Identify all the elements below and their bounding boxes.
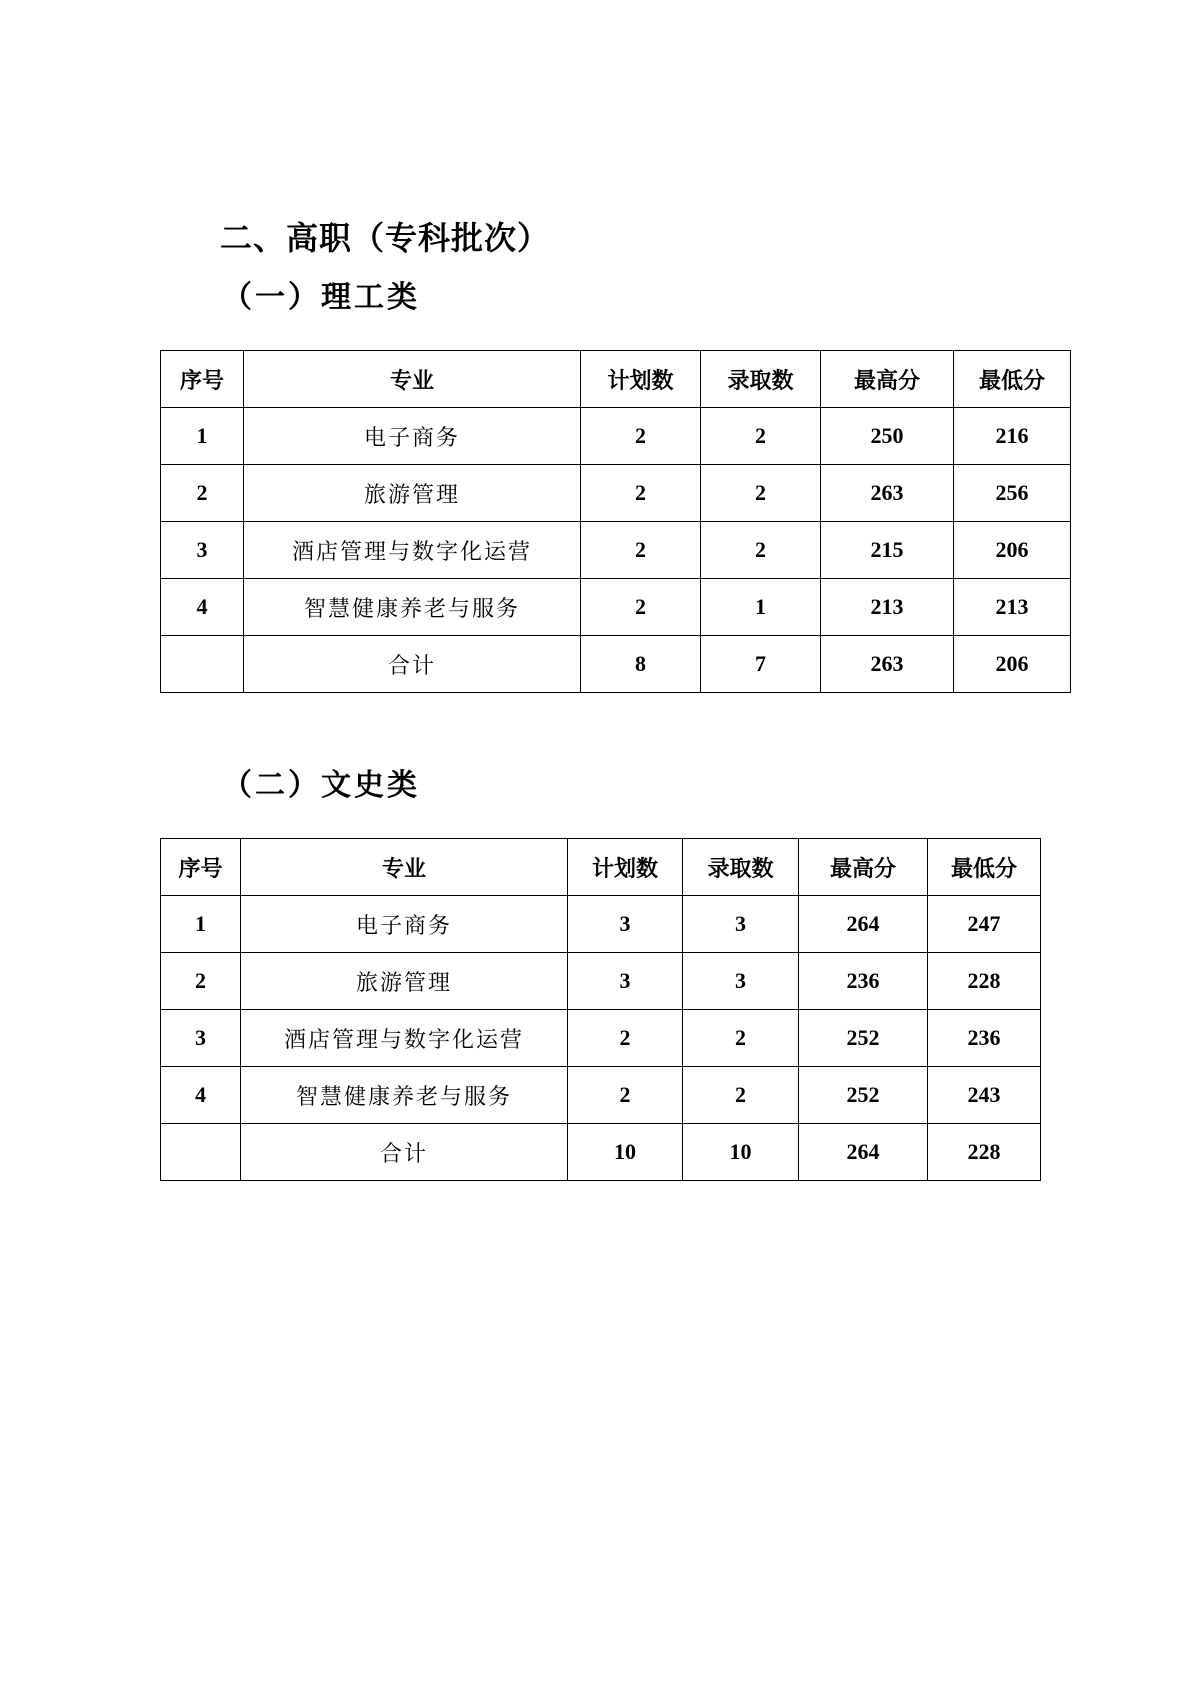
- cell-index: 4: [161, 579, 244, 636]
- subsection-title-science: （一）理工类: [222, 280, 420, 315]
- cell-index: 1: [161, 408, 244, 465]
- cell-major: 酒店管理与数字化运营: [241, 1010, 568, 1067]
- cell-min-score: 228: [928, 1124, 1041, 1181]
- cell-max-score: 252: [799, 1067, 928, 1124]
- cell-major: 智慧健康养老与服务: [241, 1067, 568, 1124]
- col-header-min-score: 最低分: [954, 351, 1071, 408]
- cell-admitted: 3: [683, 896, 799, 953]
- cell-plan: 2: [581, 579, 701, 636]
- cell-max-score: 213: [821, 579, 954, 636]
- cell-index: 2: [161, 465, 244, 522]
- col-header-major: 专业: [241, 839, 568, 896]
- col-header-plan: 计划数: [568, 839, 683, 896]
- cell-min-score: 213: [954, 579, 1071, 636]
- cell-index: 2: [161, 953, 241, 1010]
- cell-min-score: 236: [928, 1010, 1041, 1067]
- cell-max-score: 264: [799, 896, 928, 953]
- table-total-row: [161, 1124, 1041, 1181]
- cell-major: 电子商务: [241, 896, 568, 953]
- cell-major: 酒店管理与数字化运营: [244, 522, 581, 579]
- cell-max-score: 250: [821, 408, 954, 465]
- cell-index: 3: [161, 522, 244, 579]
- cell-major: 电子商务: [244, 408, 581, 465]
- cell-plan: 2: [568, 1010, 683, 1067]
- cell-admitted: 10: [683, 1124, 799, 1181]
- cell-plan: 3: [568, 953, 683, 1010]
- table-header-row: [161, 839, 1041, 896]
- cell-max-score: 263: [821, 465, 954, 522]
- cell-min-score: 247: [928, 896, 1041, 953]
- cell-admitted: 2: [701, 465, 821, 522]
- cell-total-label: 合计: [244, 636, 581, 693]
- cell-min-score: 216: [954, 408, 1071, 465]
- cell-admitted: 7: [701, 636, 821, 693]
- cell-index: [161, 1124, 241, 1181]
- cell-plan: 2: [581, 522, 701, 579]
- cell-min-score: 228: [928, 953, 1041, 1010]
- col-header-plan: 计划数: [581, 351, 701, 408]
- table-row: [161, 408, 1071, 465]
- cell-min-score: 256: [954, 465, 1071, 522]
- cell-admitted: 2: [683, 1010, 799, 1067]
- col-header-major: 专业: [244, 351, 581, 408]
- col-header-index: 序号: [161, 839, 241, 896]
- cell-total-label: 合计: [241, 1124, 568, 1181]
- cell-plan: 2: [581, 465, 701, 522]
- subsection-title-humanities: （二）文史类: [222, 768, 420, 803]
- col-header-admitted: 录取数: [701, 351, 821, 408]
- col-header-admitted: 录取数: [683, 839, 799, 896]
- cell-plan: 8: [581, 636, 701, 693]
- cell-index: [161, 636, 244, 693]
- table-row: [161, 522, 1071, 579]
- section-heading: 二、高职（专科批次）: [220, 219, 551, 257]
- table-row: [161, 896, 1041, 953]
- admission-table-science: [160, 350, 1071, 693]
- cell-max-score: 263: [821, 636, 954, 693]
- table-row: [161, 579, 1071, 636]
- cell-max-score: 264: [799, 1124, 928, 1181]
- cell-max-score: 252: [799, 1010, 928, 1067]
- cell-max-score: 215: [821, 522, 954, 579]
- cell-index: 4: [161, 1067, 241, 1124]
- cell-min-score: 206: [954, 522, 1071, 579]
- table-header-row: [161, 351, 1071, 408]
- col-header-max-score: 最高分: [799, 839, 928, 896]
- cell-min-score: 206: [954, 636, 1071, 693]
- table-row: [161, 465, 1071, 522]
- cell-admitted: 2: [701, 408, 821, 465]
- table-row: [161, 1067, 1041, 1124]
- cell-plan: 2: [581, 408, 701, 465]
- cell-admitted: 1: [701, 579, 821, 636]
- cell-admitted: 3: [683, 953, 799, 1010]
- cell-plan: 3: [568, 896, 683, 953]
- cell-admitted: 2: [683, 1067, 799, 1124]
- cell-index: 1: [161, 896, 241, 953]
- table-row: [161, 1010, 1041, 1067]
- cell-plan: 10: [568, 1124, 683, 1181]
- col-header-min-score: 最低分: [928, 839, 1041, 896]
- col-header-max-score: 最高分: [821, 351, 954, 408]
- table-row: [161, 953, 1041, 1010]
- admission-table-humanities: [160, 838, 1041, 1181]
- cell-major: 智慧健康养老与服务: [244, 579, 581, 636]
- table-total-row: [161, 636, 1071, 693]
- cell-admitted: 2: [701, 522, 821, 579]
- cell-plan: 2: [568, 1067, 683, 1124]
- col-header-index: 序号: [161, 351, 244, 408]
- cell-index: 3: [161, 1010, 241, 1067]
- cell-major: 旅游管理: [241, 953, 568, 1010]
- cell-max-score: 236: [799, 953, 928, 1010]
- cell-min-score: 243: [928, 1067, 1041, 1124]
- cell-major: 旅游管理: [244, 465, 581, 522]
